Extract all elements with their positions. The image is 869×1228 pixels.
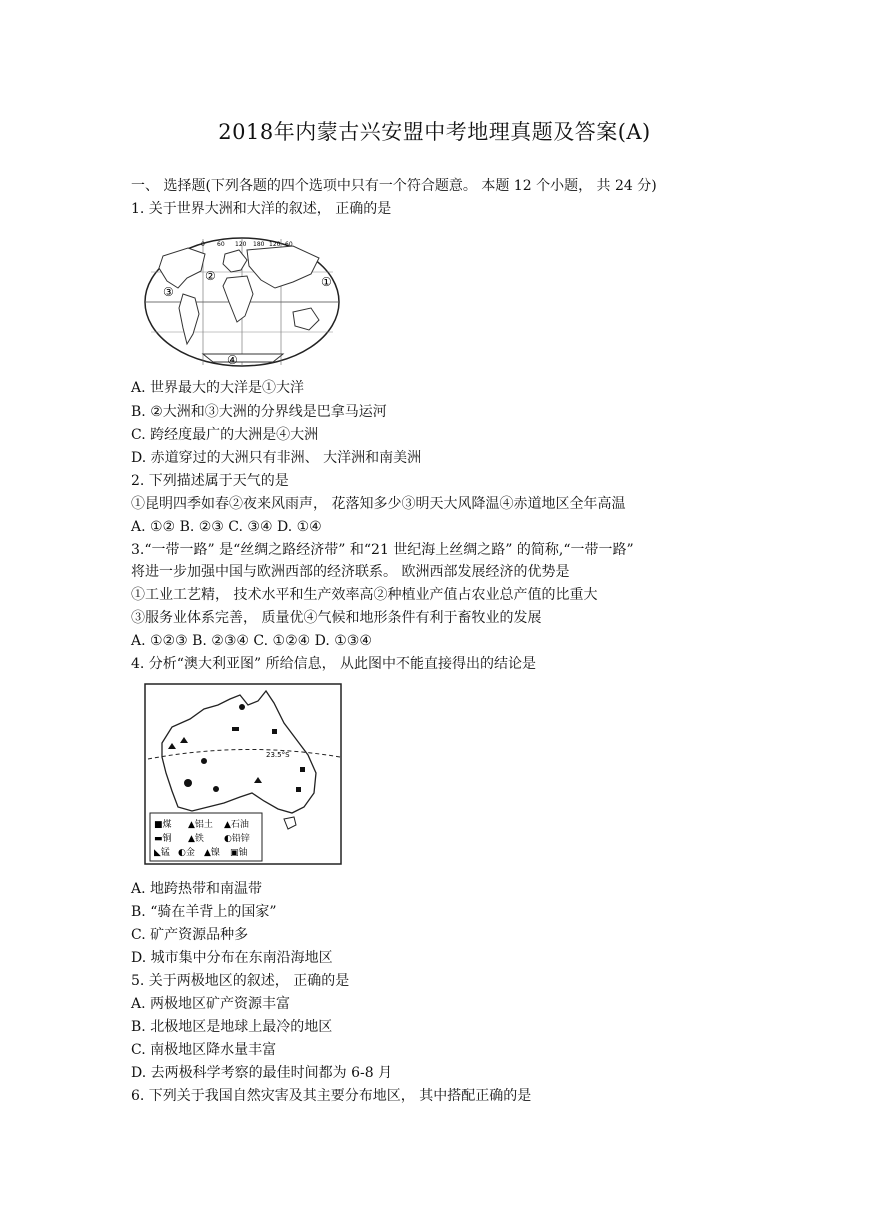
- legend-iron: ▲铁: [188, 834, 204, 844]
- page-title: 2018年内蒙古兴安盟中考地理真题及答案(A): [218, 120, 651, 144]
- world-map: [143, 236, 341, 368]
- q4-option-b: B. “骑在羊背上的国家”: [131, 904, 277, 920]
- legend-manganese: ◣锰: [154, 848, 170, 858]
- lon-120-label: 120: [235, 241, 247, 248]
- q3-items-line1: ①工业工艺精， 技术水平和生产效率高②种植业产值占农业总产值的比重大: [131, 587, 598, 603]
- q5-option-a: A. 两极地区矿产资源丰富: [131, 996, 291, 1012]
- q3-stem-line1: 3.“一带一路” 是“丝绸之路经济带” 和“21 世纪海上丝绸之路” 的简称,“一带一路”: [131, 542, 634, 558]
- q5-stem: 5. 关于两极地区的叙述， 正确的是: [131, 973, 350, 989]
- tropic-label: 23.5°S: [266, 751, 290, 759]
- map-mark-4: ④: [227, 353, 238, 367]
- legend-nickel: ▲镍: [204, 848, 220, 858]
- australia-map: [144, 683, 342, 865]
- map-mark-2: ②: [205, 269, 216, 283]
- q3-stem-line2: 将进一步加强中国与欧洲西部的经济联系。 欧洲西部发展经济的优势是: [131, 564, 570, 580]
- q6-stem: 6. 下列关于我国自然灾害及其主要分布地区， 其中搭配正确的是: [131, 1088, 532, 1104]
- q1-stem: 1. 关于世界大洲和大洋的叙述， 正确的是: [131, 201, 392, 217]
- lon-120b-label: 120: [269, 241, 281, 248]
- q2-stem: 2. 下列描述属于天气的是: [131, 473, 289, 489]
- q3-options: A. ①②③ B. ②③④ C. ①②④ D. ①③④: [131, 633, 372, 649]
- legend-oil: ▲石油: [224, 820, 249, 830]
- map-mark-3: ③: [163, 285, 174, 299]
- lon-180-label: 180: [253, 241, 265, 248]
- map-mark-1: ①: [321, 275, 332, 289]
- q5-option-c: C. 南极地区降水量丰富: [131, 1042, 277, 1058]
- q4-option-d: D. 城市集中分布在东南沿海地区: [131, 950, 333, 966]
- q1-option-b: B. ②大洲和③大洲的分界线是巴拿马运河: [131, 404, 387, 420]
- lon-60b-label: 60: [285, 241, 293, 248]
- lon-0-label: 0: [201, 241, 205, 248]
- q4-option-a: A. 地跨热带和南温带: [131, 881, 263, 897]
- section-heading: 一、 选择题(下列各题的四个选项中只有一个符合题意。 本题 12 个小题， 共 24 分): [131, 178, 657, 194]
- q2-items: ①昆明四季如春②夜来风雨声， 花落知多少③明天大风降温④赤道地区全年高温: [131, 496, 626, 512]
- q5-option-b: B. 北极地区是地球上最冷的地区: [131, 1019, 333, 1035]
- q5-option-d: D. 去两极科学考察的最佳时间都为 6-8 月: [131, 1065, 393, 1081]
- legend-copper: ▬铜: [154, 834, 172, 844]
- q4-stem: 4. 分析“澳大利亚图” 所给信息， 从此图中不能直接得出的结论是: [131, 656, 537, 672]
- legend-gold: ◐金: [178, 848, 195, 858]
- australia-map-figure: [144, 683, 342, 865]
- q1-option-a: A. 世界最大的大洋是①大洋: [131, 380, 305, 396]
- q2-options: A. ①② B. ②③ C. ③④ D. ①④: [131, 519, 322, 535]
- world-map-figure: [143, 236, 341, 368]
- legend-uranium: ▣铀: [230, 848, 248, 858]
- q4-option-c: C. 矿产资源品种多: [131, 927, 249, 943]
- q1-option-d: D. 赤道穿过的大洲只有非洲、 大洋洲和南美洲: [131, 450, 422, 466]
- legend-lead-zinc: ◐铅锌: [224, 834, 250, 844]
- lon-60-label: 60: [217, 241, 225, 248]
- q3-items-line2: ③服务业体系完善， 质量优④气候和地形条件有利于畜牧业的发展: [131, 610, 542, 626]
- legend-bauxite: ▲铝土: [188, 820, 213, 830]
- q1-option-c: C. 跨经度最广的大洲是④大洲: [131, 427, 319, 443]
- legend-coal: ■煤: [154, 820, 172, 830]
